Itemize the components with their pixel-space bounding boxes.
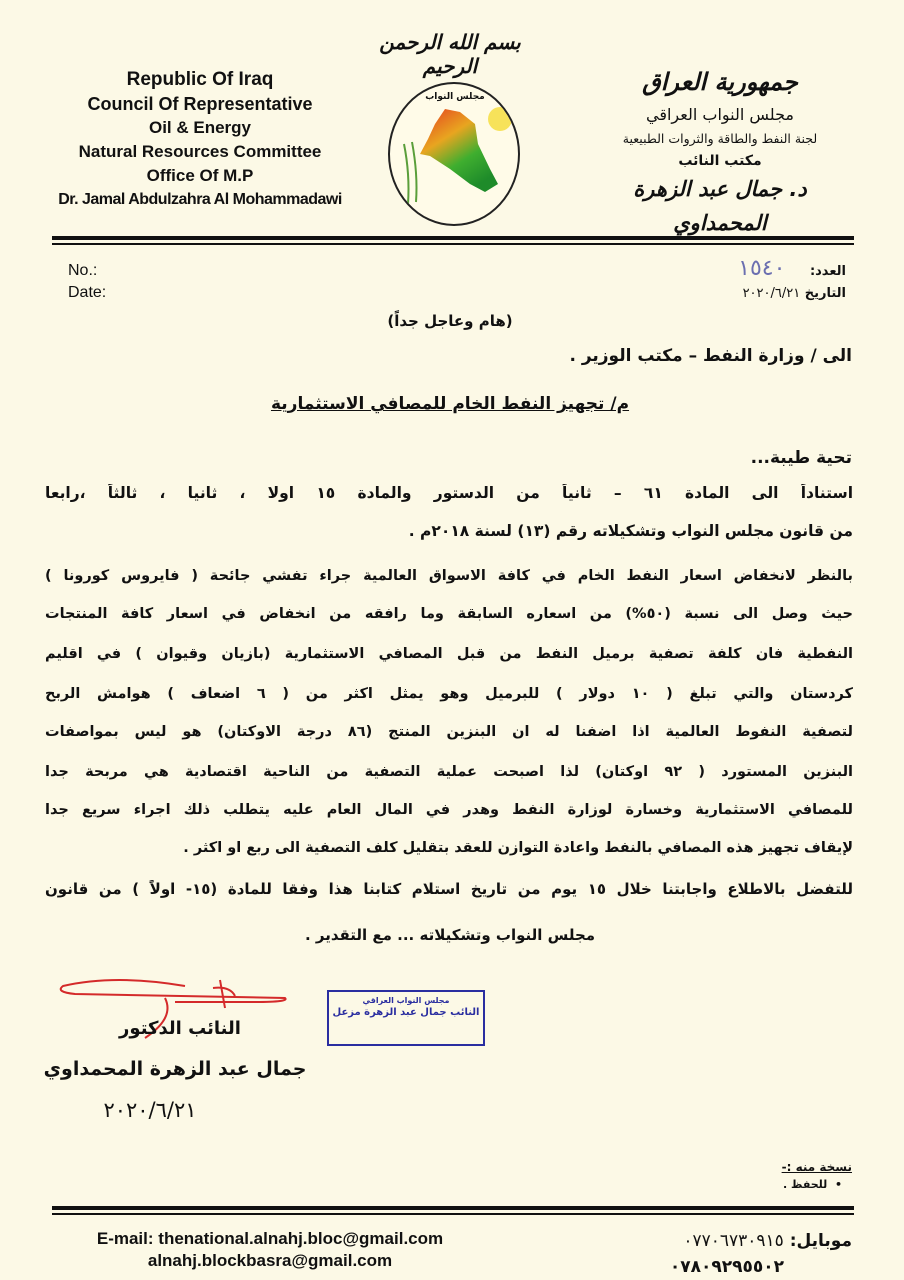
closing-line: مجلس النواب وتشكيلاته ... مع التقدير . [304, 926, 596, 944]
body-line: البنزين المستورد ( ٩٢ اوكتان) لذا اصبحت عملية التصفية من الناحية اقتصادية هي مربحة جدا [45, 764, 853, 780]
letterhead-line: Dr. Jamal Abdulzahra Al Mohammadawi [58, 191, 342, 208]
letterhead-line: جمهورية العراق [642, 68, 798, 96]
email-secondary[interactable]: alnahj.blockbasra@gmail.com [147, 1251, 393, 1270]
copy-label: نسخة منه :- [781, 1160, 852, 1174]
phone-block [592, 1228, 852, 1280]
header-rule [52, 243, 854, 245]
subject: م/ تجهيز النفط الخام للمصافي الاستثمارية [270, 394, 630, 414]
email-label: E-mail: [96, 1229, 154, 1248]
body-line: بالنظر لانخفاض اسعار النفط الخام في كافة الاسواق العالمية جراء تفشي جائحة ( فايروس كورونا ) [45, 568, 853, 584]
header-rule [52, 236, 854, 240]
copy-item [783, 1178, 842, 1191]
official-stamp [327, 990, 485, 1046]
number-value: ١٥٤٠ [738, 256, 786, 281]
body-line: النفطية فان كلفة تصفية برميل النفط من قبل المصافي الاستثمارية (بازيان وقيوان ) في اقليم [45, 646, 853, 662]
letterhead-line: Council Of Representative [87, 94, 313, 114]
letterhead-line: لجنة النفط والطاقة والثروات الطبيعية [622, 131, 818, 146]
stamp-top: مجلس النواب العراقي [362, 996, 450, 1005]
bullet-icon: • [827, 1178, 842, 1191]
parliament-logo [388, 82, 520, 226]
closing-line: للتفضل بالاطلاع واجابتنا خلال ١٥ يوم من تاريخ استلام كتابنا هذا وفقا للمادة (١٥- اولاً ) من قانون [45, 880, 853, 898]
signatory-name: جمال عبد الزهرة المحمداوي [43, 1058, 307, 1080]
letterhead-line: مجلس النواب العراقي [646, 105, 794, 124]
no-label: No.: [68, 262, 98, 279]
body-line: كردستان والتي تبلغ ( ١٠ دولار ) للبرميل وهو يمثل اكثر من ( ٦ اضعاف ) هوامش الربح [45, 686, 853, 702]
body-line: لإيقاف تجهيز هذه المصافي بالنفط واعادة التوازن للعقد بتقليل كلف التصفية الى ربع او اكثر . [183, 840, 853, 856]
number-label: العدد: [809, 264, 846, 279]
logo-text: مجلس النواب [425, 92, 485, 102]
body-line: للمصافي الاستثمارية وخسارة لوزارة النفط وهدر في المال العام عليه يتطلب ذلك اجراء سريع جدا [45, 802, 853, 818]
letterhead-line: Office Of M.P [146, 166, 254, 185]
letterhead-line: Republic Of Iraq [126, 69, 274, 90]
letterhead-line: Natural Resources Committee [78, 142, 322, 161]
footer-rule [52, 1213, 854, 1215]
date-label-ar: التاريخ [804, 286, 846, 301]
body-line: حيث وصل الى نسبة (٥٠%) من اسعاره السابقة وما رافقه من انخفاض في اسعار كافة المنتجات [45, 606, 853, 622]
signatory-title: النائب الدكتور [119, 1018, 241, 1039]
body-line: لتصفية النفوط العالمية اذا اضفنا له ان البنزين المنتج (٨٦ درجة الاوكتان) هو ليس بمواصفات [45, 724, 853, 740]
urgency-note: (هام وعاجل جداً) [387, 312, 513, 330]
number-field [738, 256, 846, 281]
phone-secondary: ٠٧٨٠٩٢٩٥٥٠٢ [669, 1257, 784, 1277]
footer-rule [52, 1206, 854, 1210]
mobile-label: موبايل: [789, 1231, 852, 1251]
intro-line: من قانون مجلس النواب وتشكيلاته رقم (١٣) لسنة ٢٠١٨م . [408, 522, 853, 540]
stamp-name: النائب جمال عبد الزهرة مزعل [332, 1007, 480, 1018]
date-field [743, 286, 846, 301]
letterhead-line: مكتب النائب [678, 153, 762, 169]
arabic-letterhead [590, 62, 850, 240]
copy-item-label: للحفظ . [783, 1178, 828, 1191]
date-value: ٢٠٢٠/٦/٢١ [742, 286, 801, 301]
date-label: Date: [68, 284, 107, 301]
email-primary[interactable]: thenational.alnahj.bloc@gmail.com [158, 1229, 444, 1248]
email-block [60, 1228, 480, 1272]
greeting: تحية طيبة... [750, 448, 852, 468]
phone-primary: ٠٧٧٠٦٧٣٠٩١٥ [683, 1231, 784, 1251]
iraq-map-icon [390, 84, 518, 224]
letterhead-line: Oil & Energy [148, 118, 252, 137]
basmala: بسم الله الرحمن الرحيم [379, 30, 521, 78]
intro-line: استناداً الى المادة ٦١ – ثانياً من الدستور والمادة ١٥ اولا ، ثانيا ، ثالثاً ،رابعا [45, 484, 853, 502]
signature-date: ٢٠٢٠/٦/٢١ [103, 1098, 197, 1122]
english-letterhead [50, 68, 350, 212]
recipient: الى / وزارة النفط – مكتب الوزير . [569, 346, 852, 366]
letterhead-line: د. جمال عبد الزهرة المحمداوي [633, 177, 807, 235]
